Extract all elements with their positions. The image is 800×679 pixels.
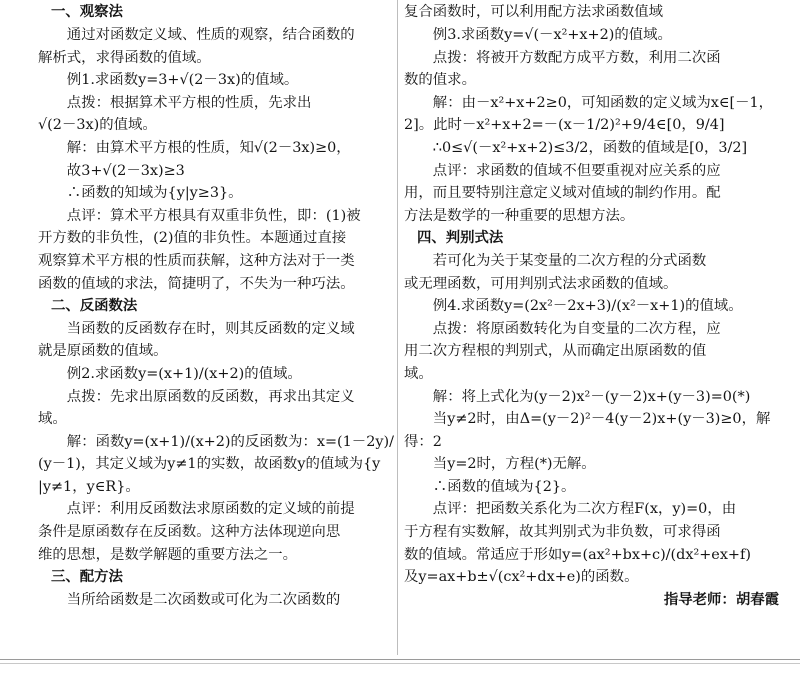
text-line: 域。 — [404, 365, 433, 382]
text-line: 复合函数时，可以利用配方法求函数值域 — [404, 4, 664, 20]
text-line: ∴函数的知域为{y|y≥3}。 — [66, 185, 243, 202]
text-line: 点拨：将被开方数配方成平方数，利用二次函 — [432, 49, 721, 66]
text-line: 域。 — [38, 411, 67, 428]
text-line: |y≠1，y∈R}。 — [38, 478, 140, 495]
text-line: 及y=ax+b±√(cx²+dx+e)的函数。 — [404, 569, 639, 586]
text-line: 解：由－x²+x+2≥0，可知函数的定义域为x∈[－1， — [432, 94, 774, 111]
text-line: 例2.求函数y=(x+1)/(x+2)的值域。 — [66, 365, 302, 382]
text-line: 函数的值域的求法，简捷明了，不失为一种巧法。 — [38, 275, 355, 292]
text-line: 解：函数y=(x+1)/(x+2)的反函数为：x=(1－2y)/ — [66, 433, 394, 450]
text-line: 例1.求函数y=3+√(2－3x)的值域。 — [66, 72, 299, 89]
text-line: 点评：利用反函数法求原函数的定义域的前提 — [66, 501, 355, 518]
text-line: 解：将上式化为(y－2)x²－(y－2)x+(y－3)=0(*) — [432, 388, 751, 405]
section-heading: 二、反函数法 — [50, 298, 138, 315]
text-line: 点拨：先求出原函数的反函数，再求出其定义 — [66, 388, 355, 405]
text-line: 点拨：根据算术平方根的性质，先求出 — [66, 94, 312, 111]
text-line: ∴0≤√(－x²+x+2)≤3/2，函数的值域是[0，3/2] — [432, 139, 748, 156]
text-line: 故3+√(2－3x)≥3 — [66, 162, 185, 179]
text-line: 解：由算术平方根的性质，知√(2－3x)≥0， — [66, 139, 351, 156]
text-line: 方法是数学的一种重要的思想方法。 — [404, 207, 635, 224]
text-line: (y－1)，其定义域为y≠1的实数，故函数y的值域为{y — [38, 456, 381, 473]
text-line: ∴函数的值域为{2}。 — [432, 478, 576, 495]
text-line: 用二次方程根的判别式，从而确定出原函数的值 — [404, 343, 707, 360]
text-line: 点评：把函数关系化为二次方程F(x，y)=0，由 — [432, 501, 737, 518]
bottom-rule-secondary — [0, 663, 800, 664]
right-column — [404, 0, 787, 611]
text-line: 点拨：将原函数转化为自变量的二次方程，应 — [432, 320, 721, 337]
text-line: 条件是原函数存在反函数。这种方法体现逆向思 — [38, 524, 341, 541]
text-line: √(2－3x)的值域。 — [38, 117, 157, 134]
text-line: 于方程有实数解，故其判别式为非负数，可求得函 — [404, 524, 721, 541]
column-divider — [397, 0, 398, 655]
text-line: 用，而且要特别注意定义域对值域的制约作用。配 — [404, 185, 721, 202]
section-heading: 四、判别式法 — [416, 230, 504, 247]
text-line: 解析式，求得函数的值域。 — [38, 49, 211, 66]
text-line: 2]。此时－x²+x+2=－(x－1/2)²+9/4∈[0，9/4] — [404, 117, 725, 134]
left-column — [38, 0, 394, 611]
text-line: 或无理函数，可用判别式法求函数的值域。 — [404, 275, 678, 292]
text-line: 若可化为关于某变量的二次方程的分式函数 — [432, 252, 707, 269]
bottom-rule — [0, 659, 800, 660]
text-line: 例4.求函数y=(2x²－2x+3)/(x²－x+1)的值域。 — [432, 298, 743, 315]
text-line: 开方数的非负性，(2)值的非负性。本题通过直接 — [38, 230, 347, 247]
text-line: 就是原函数的值域。 — [38, 343, 168, 360]
text-line: 观察算术平方根的性质而获解，这种方法对于一类 — [38, 252, 355, 269]
text-line: 维的思想，是数学解题的重要方法之一。 — [38, 546, 298, 563]
text-line: 例3.求函数y=√(－x²+x+2)的值域。 — [432, 27, 672, 43]
section-heading: 一、观察法 — [50, 4, 123, 20]
text-line: 得：2 — [404, 433, 442, 450]
text-line: 点评：求函数的值域不但要重视对应关系的应 — [432, 162, 721, 179]
text-line: 当y≠2时，由Δ=(y－2)²－4(y－2)x+(y－3)≥0，解 — [432, 411, 771, 428]
text-line: 当y=2时，方程(*)无解。 — [432, 456, 596, 473]
text-line: 当函数的反函数存在时，则其反函数的定义域 — [66, 320, 355, 337]
signature: 指导老师：胡春霞 — [663, 591, 779, 608]
text-line: 点评：算术平方根具有双重非负性，即：(1)被 — [66, 207, 361, 224]
text-line: 数的值求。 — [404, 72, 476, 89]
text-line: 数的值域。常适应于形如y=(ax²+bx+c)/(dx²+ex+f) — [404, 546, 751, 563]
text-line: 当所给函数是二次函数或可化为二次函数的 — [66, 591, 341, 608]
section-heading: 三、配方法 — [50, 569, 123, 586]
text-line: 通过对函数定义域、性质的观察，结合函数的 — [66, 27, 355, 43]
